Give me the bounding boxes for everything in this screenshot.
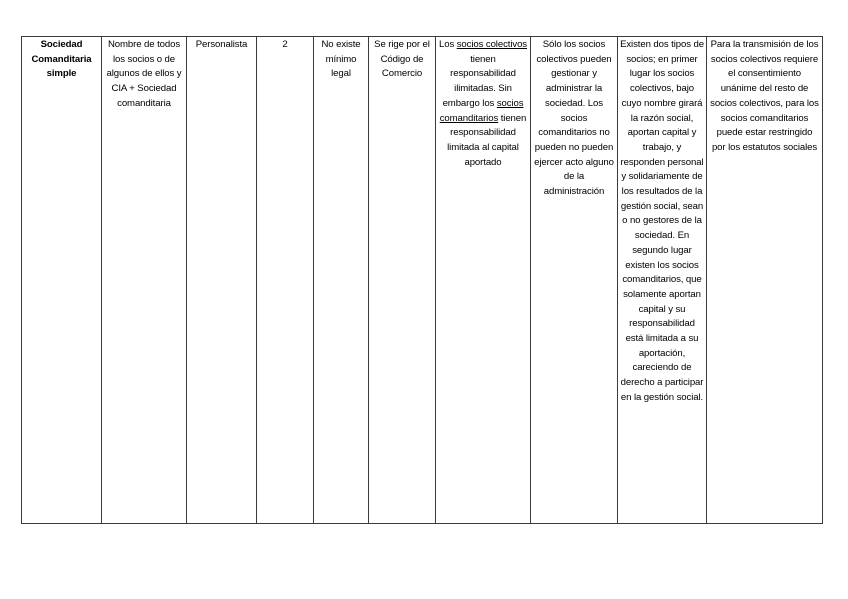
- management-cell: Sólo los socios colectivos pueden gestionar y administrar la sociedad. Los socios comanditarios no pueden no pueden ejercer acto alguno de la administración: [531, 37, 618, 524]
- minimum-capital-cell: No existe mínimo legal: [314, 37, 369, 524]
- regulation-cell: Se rige por el Código de Comercio: [369, 37, 436, 524]
- liability-text-1: Los: [438, 39, 457, 50]
- liability-cell: [436, 37, 531, 524]
- character-cell: Personalista: [187, 37, 257, 524]
- table-row: [22, 37, 823, 524]
- company-type-cell: Sociedad Comanditaria simple: [22, 37, 102, 524]
- partner-types-cell: Existen dos tipos de socios; en primer lugar los socios colectivos, bajo cuyo nombre girará la razón social, aportan capital y trabajo, y responden personal y solidariamente de los resultados de la gestión social, sean o no gestores de la sociedad. En segundo lugar existen los socios comanditarios, que solamente aportan capital y su responsabilidad está limitada a su aportación, careciendo de derecho a participar en la gestión social.: [618, 37, 707, 524]
- company-types-table: [21, 36, 823, 524]
- liability-text-3: tienen responsabilidad limitada al capital aportado: [447, 112, 527, 168]
- transfer-cell: Para la transmisión de los socios colectivos requiere el consentimiento unánime del resto de socios colectivos, para los socios comanditarios puede estar restringido por los estatutos sociales: [707, 37, 823, 524]
- partner-count-cell: 2: [257, 37, 314, 524]
- partners-name-cell: Nombre de todos los socios o de algunos de ellos y CIA + Sociedad comanditaria: [102, 37, 187, 524]
- liability-underlined-2: socios comanditarios: [439, 97, 524, 124]
- liability-underlined-1: socios colectivos: [456, 39, 528, 50]
- liability-text-2: tienen responsabilidad ilimitadas. Sin embargo los: [442, 53, 516, 109]
